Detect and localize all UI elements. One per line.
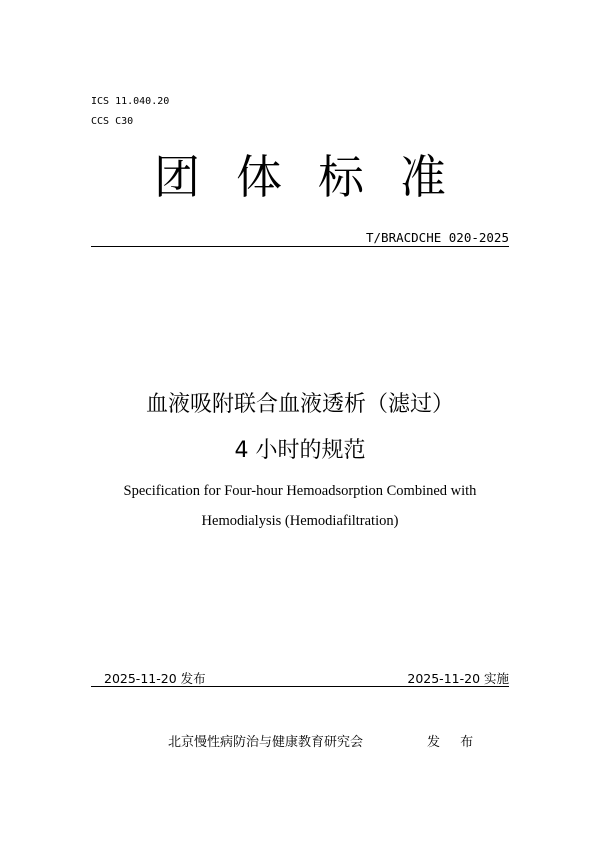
ccs-code: CCS C30 [91, 116, 134, 127]
effective-date: 2025-11-20 实施 [407, 671, 509, 686]
ics-code: ICS 11.040.20 [91, 96, 170, 107]
chinese-title-line-1: 血液吸附联合血液透析（滤过） [145, 392, 454, 417]
standard-type-heading: 团体标准 [154, 150, 482, 204]
publisher-name: 北京慢性病防治与健康教育研究会 [168, 735, 364, 750]
chinese-title-line-2: 4 小时的规范 [234, 438, 366, 463]
footer-divider [91, 686, 509, 687]
publish-label: 发 布 [427, 735, 482, 750]
english-title-line-2: Hemodialysis (Hemodiafiltration) [201, 513, 399, 529]
english-title-line-1: Specification for Four-hour Hemoadsorption Combined with [123, 483, 477, 499]
publication-date: 2025-11-20 发布 [104, 671, 206, 686]
header-divider [91, 246, 509, 247]
standard-number: T/BRACDCHE 020-2025 [366, 230, 509, 245]
